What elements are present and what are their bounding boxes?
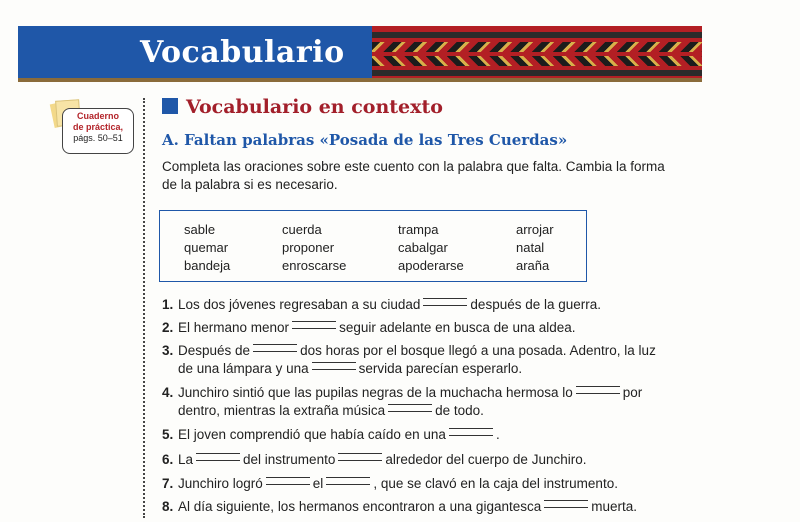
exercise-item-7: 7. Junchiro logró el , que se clavó en la caja del instrumento. — [162, 476, 618, 491]
banner-edge — [18, 78, 702, 82]
cuaderno-reference: Cuaderno de práctica, págs. 50–51 — [62, 108, 134, 154]
exercise-item-4: 4. Junchiro sintió que las pupilas negras de la muchacha hermosa lo por dentro, mientras la extraña música de todo. — [162, 385, 643, 418]
exercise-item-6: 6. La del instrumento alrededor del cuerpo de Junchiro. — [162, 452, 587, 467]
activity-title: A. Faltan palabras «Posada de las Tres Cuerdas» — [162, 131, 568, 149]
word-bank-column-2: cuerda proponer enroscarse — [282, 222, 347, 273]
answer-blank — [544, 500, 588, 508]
answer-blank — [388, 404, 432, 412]
answer-blank — [338, 453, 382, 461]
word-bank-column-3: trampa cabalgar apoderarse — [398, 222, 464, 273]
answer-blank — [326, 477, 370, 485]
margin-divider — [143, 98, 145, 518]
answer-blank — [423, 298, 467, 306]
square-bullet-icon — [162, 98, 178, 114]
word-bank — [159, 210, 587, 282]
answer-blank — [292, 321, 336, 329]
exercise-item-8: 8. Al día siguiente, los hermanos encontraron a una gigantesca muerta. — [162, 499, 638, 514]
section-title: Vocabulario en contexto — [162, 96, 443, 118]
woven-band-decoration — [372, 26, 702, 80]
word-bank-column-1: sable quemar bandeja — [184, 222, 231, 273]
banner-title: Vocabulario — [140, 35, 345, 70]
answer-blank — [449, 428, 493, 436]
activity-instructions: Completa las oraciones sobre este cuento con la palabra que falta. Cambia la forma de la palabra si es necesario. — [162, 159, 665, 192]
exercise-item-2: 2. El hermano menor seguir adelante en busca de una aldea. — [162, 320, 576, 335]
exercise-item-1: 1. Los dos jóvenes regresaban a su ciudad después de la guerra. — [162, 297, 602, 312]
answer-blank — [253, 344, 297, 352]
exercise-item-3: 3. Después de dos horas por el bosque llegó a una posada. Adentro, la luz de una lámpara y una servida parecían esperarlo. — [162, 343, 656, 376]
word-bank-column-4: arrojar natal araña — [516, 222, 554, 273]
answer-blank — [576, 386, 620, 394]
exercise-item-5: 5. El joven comprendió que había caído en una . — [162, 427, 500, 442]
answer-blank — [266, 477, 310, 485]
answer-blank — [196, 453, 240, 461]
answer-blank — [312, 362, 356, 370]
